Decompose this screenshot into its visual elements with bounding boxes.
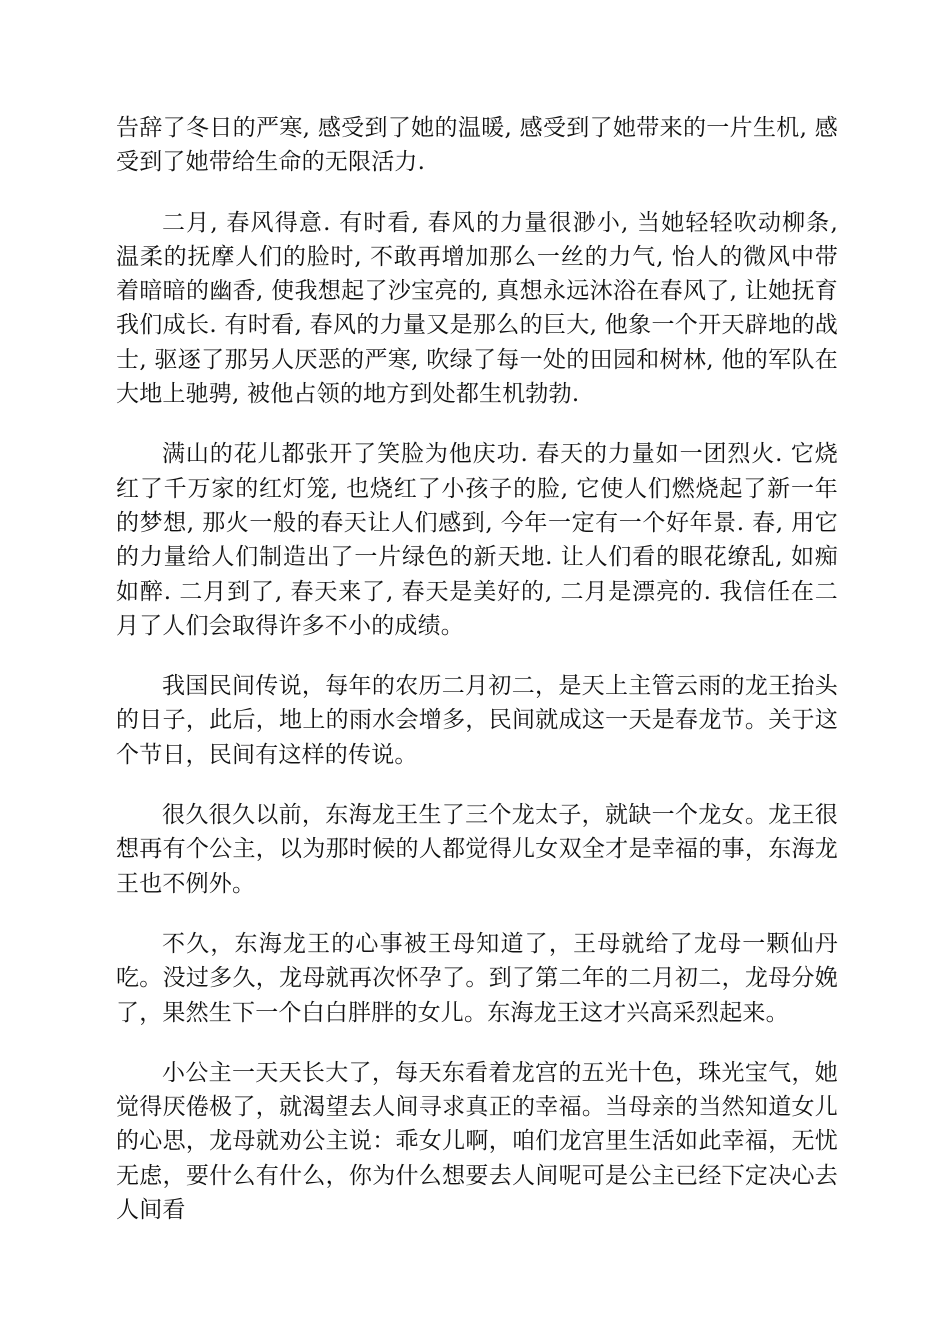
document-page <box>116 111 838 1253</box>
paragraph-1: 告辞了冬日的严寒, 感受到了她的温暖, 感受到了她带来的一片生机, 感受到了她带给生命的无限活力. <box>116 115 838 176</box>
paragraph-6: 不久，东海龙王的心事被王母知道了，王母就给了龙母一颗仙丹吃。没过多久，龙母就再次怀孕了。到了第二年的二月初二，龙母分娩了，果然生下一个白白胖胖的女儿。东海龙王这才兴高采烈起来。 <box>116 930 838 1026</box>
paragraph-7: 小公主一天天长大了，每天东看着龙宫的五光十色，珠光宝气，她觉得厌倦极了，就渴望去人间寻求真正的幸福。当母亲的当然知道女儿的心思，龙母就劝公主说：乖女儿啊，咱们龙宫里生活如此幸福，无忧无虑，要什么有什么，你为什么想要去人间呢可是公主已经下定决心去人间看 <box>116 1059 838 1224</box>
paragraph-3: 满山的花儿都张开了笑脸为他庆功. 春天的力量如一团烈火. 它烧红了千万家的红灯笼, 也烧红了小孩子的脸, 它使人们燃烧起了新一年的梦想, 那火一般的春天让人们感到, 今年一定有一个好年景. 春, 用它的力量给人们制造出了一片绿色的新天地. 让人们看的眼花缭乱, 如痴如醉. 二月到了, 春天来了, 春天是美好的, 二月是漂亮的. 我信任在二月了人们会取得许多不小的成绩。 <box>116 441 838 639</box>
paragraph-4: 我国民间传说，每年的农历二月初二，是天上主管云雨的龙王抬头的日子，此后，地上的雨水会增多，民间就成这一天是春龙节。关于这个节日，民间有这样的传说。 <box>116 673 838 768</box>
paragraph-2: 二月, 春风得意. 有时看, 春风的力量很渺小, 当她轻轻吹动柳条, 温柔的抚摩人们的脸时, 不敢再增加那么一丝的力气, 怡人的微风中带着暗暗的幽香, 使我想起了沙宝亮的, 真想永远沐浴在春风了, 让她抚育我们成长. 有时看, 春风的力量又是那么的巨大, 他象一个开天辟地的战士, 驱逐了那另人厌恶的严寒, 吹绿了每一处的田园和树林, 他的军队在大地上驰骋, 被他占领的地方到处都生机勃勃. <box>116 209 838 408</box>
paragraph-5: 很久很久以前，东海龙王生了三个龙太子，就缺一个龙女。龙王很想再有个公主，以为那时候的人都觉得儿女双全才是幸福的事，东海龙王也不例外。 <box>116 802 838 897</box>
